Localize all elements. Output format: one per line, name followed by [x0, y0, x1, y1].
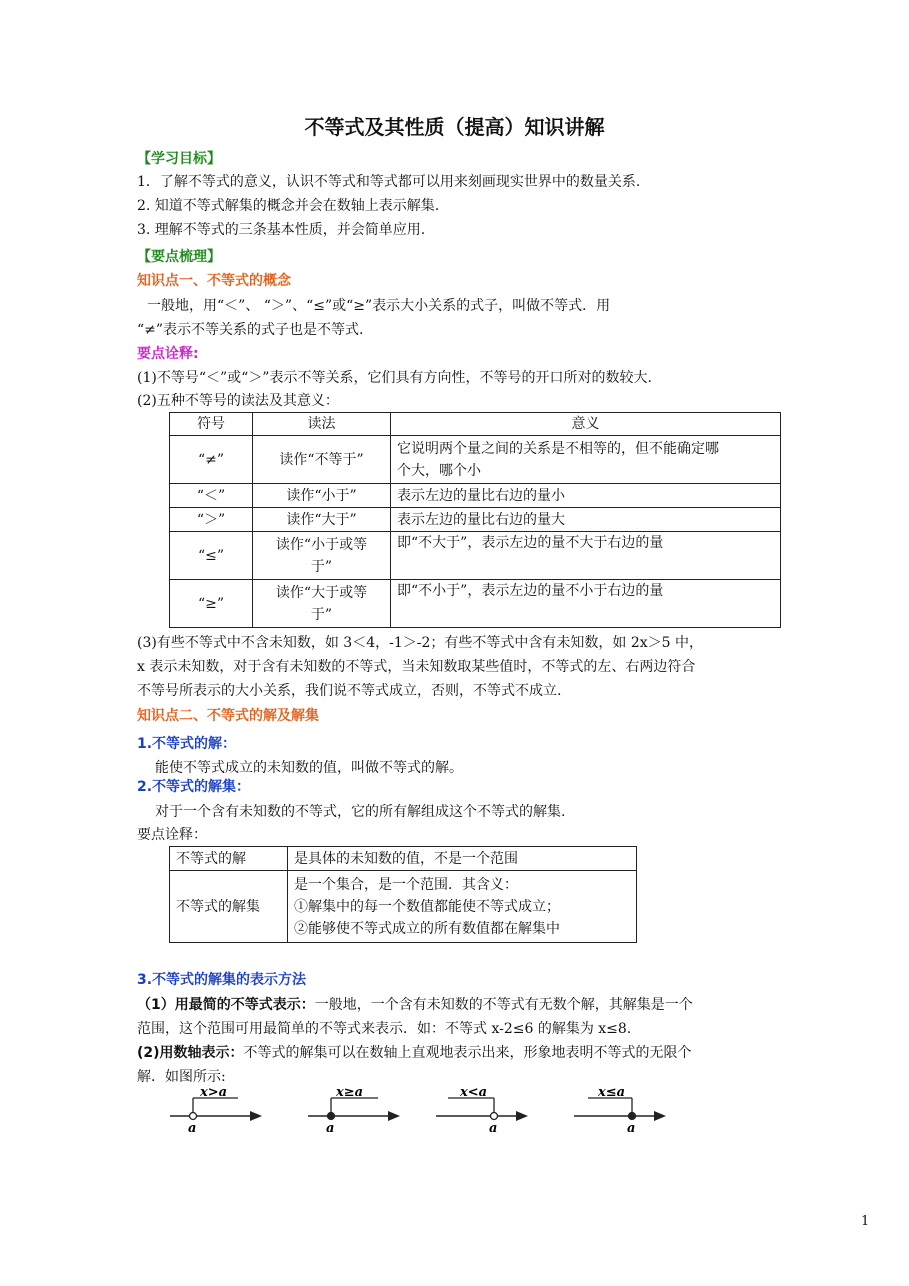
symbols-table	[169, 412, 781, 628]
term-cell: 不等式的解集	[170, 871, 288, 943]
kp1-note: (2)五种不等号的读法及其意义：	[137, 393, 339, 409]
term-cell: 不等式的解	[170, 847, 288, 871]
symbol-cell: “＞”	[170, 508, 253, 532]
meaning-cell: 即“不小于”，表示左边的量不小于右边的量	[391, 580, 781, 628]
method2-line: 解．如图所示:	[137, 1069, 226, 1085]
goals-heading: 【学习目标】	[137, 151, 221, 167]
table-row	[170, 847, 637, 871]
reading-cell: 读作“小于”	[253, 484, 391, 508]
solution-table	[169, 846, 637, 943]
number-line-label: x>a	[200, 1085, 228, 1100]
kp1-note3: (3)有些不等式中不含未知数，如 3＜4，-1＞-2；有些不等式中含有未知数，如 2x＞5 中，	[137, 635, 703, 651]
kp1-paragraph: 一般地，用“＜”、 “＞”、“≤”或“≥”表示大小关系的式子，叫做不等式．用	[147, 298, 611, 314]
reading-cell: 读作“不等于”	[253, 436, 391, 484]
review-heading: 【要点梳理】	[137, 249, 221, 265]
reading-cell: 读作“小于或等 于”	[253, 532, 391, 580]
kp1-note3: x 表示未知数，对于含有未知数的不等式，当未知数取某些值时，不等式的左、右两边符合	[137, 659, 696, 675]
kp2-sub1-heading: 1.不等式的解：	[137, 736, 237, 752]
goal-item: 1．了解不等式的意义，认识不等式和等式都可以用来刻画现实世界中的数量关系.	[137, 174, 641, 190]
table-row	[170, 580, 781, 628]
table-header: 符号	[170, 413, 253, 436]
meaning-cell: 它说明两个量之间的关系是不相等的，但不能确定哪 个大，哪个小	[391, 436, 781, 484]
number-line-lt	[434, 1084, 534, 1136]
table-header: 读法	[253, 413, 391, 436]
kp1-note3: 不等号所表示的大小关系，我们说不等式成立，否则，不等式不成立.	[137, 683, 562, 699]
table-row	[170, 436, 781, 484]
number-line-label: x≤a	[598, 1085, 626, 1100]
number-line-point: a	[489, 1121, 498, 1136]
number-line-label: x<a	[460, 1085, 488, 1100]
kp1-notes-heading: 要点诠释:	[137, 346, 199, 362]
number-line-label: x≥a	[336, 1085, 364, 1100]
goal-item: 2. 知道不等式解集的概念并会在数轴上表示解集.	[137, 198, 440, 214]
reading-cell: 读作“大于或等 于”	[253, 580, 391, 628]
number-line-point: a	[326, 1121, 335, 1136]
symbol-cell: “≥”	[170, 580, 253, 628]
number-line-gt	[168, 1084, 268, 1136]
desc-cell: 是具体的未知数的值，不是一个范围	[288, 847, 637, 871]
meaning-cell: 即“不大于”，表示左边的量不大于右边的量	[391, 532, 781, 580]
method2-line: (2)用数轴表示：不等式的解集可以在数轴上直观地表示出来，形象地表明不等式的无限个	[137, 1045, 692, 1061]
table-row	[170, 508, 781, 532]
table-header: 意义	[391, 413, 781, 436]
kp2-sub2-text: 对于一个含有未知数的不等式，它的所有解组成这个不等式的解集.	[155, 804, 566, 820]
reading-cell: 读作“大于”	[253, 508, 391, 532]
kp2-heading: 知识点二、不等式的解及解集	[137, 708, 319, 724]
kp2-sub1-text: 能使不等式成立的未知数的值，叫做不等式的解。	[155, 760, 463, 776]
number-line-le	[572, 1084, 672, 1136]
meaning-cell: 表示左边的量比右边的量大	[391, 508, 781, 532]
number-line-point: a	[188, 1121, 197, 1136]
number-line-ge	[306, 1084, 406, 1136]
kp2-notes-label: 要点诠释：	[137, 827, 207, 843]
page-number: 1	[861, 1214, 870, 1229]
method1-line: （1）用最简的不等式表示：一般地，一个含有未知数的不等式有无数个解，其解集是一个	[137, 997, 693, 1013]
kp1-heading: 知识点一、不等式的概念	[137, 273, 291, 289]
desc-cell: 是一个集合，是一个范围．其含义： ①解集中的每一个数值都能使不等式成立； ②能够使不等式成立的所有数值都在解集中	[288, 871, 637, 943]
kp2-sub3-heading: 3.不等式的解集的表示方法	[137, 972, 307, 988]
table-row	[170, 871, 637, 943]
meaning-cell: 表示左边的量比右边的量小	[391, 484, 781, 508]
table-row	[170, 484, 781, 508]
page-title: 不等式及其性质（提高）知识讲解	[304, 115, 605, 139]
goal-item: 3. 理解不等式的三条基本性质，并会简单应用.	[137, 222, 426, 238]
method1-line: 范围，这个范围可用最简单的不等式来表示．如：不等式 x-2≤6 的解集为 x≤8.	[137, 1021, 632, 1037]
kp1-paragraph: “≠”表示不等关系的式子也是不等式.	[137, 322, 364, 338]
kp2-sub2-heading: 2.不等式的解集：	[137, 779, 251, 795]
table-row	[170, 532, 781, 580]
number-line-point: a	[627, 1121, 636, 1136]
symbol-cell: “≤”	[170, 532, 253, 580]
symbol-cell: “≠”	[170, 436, 253, 484]
symbol-cell: “＜”	[170, 484, 253, 508]
kp1-note: (1)不等号“＜”或“＞”表示不等关系，它们具有方向性，不等号的开口所对的数较大.	[137, 370, 652, 386]
